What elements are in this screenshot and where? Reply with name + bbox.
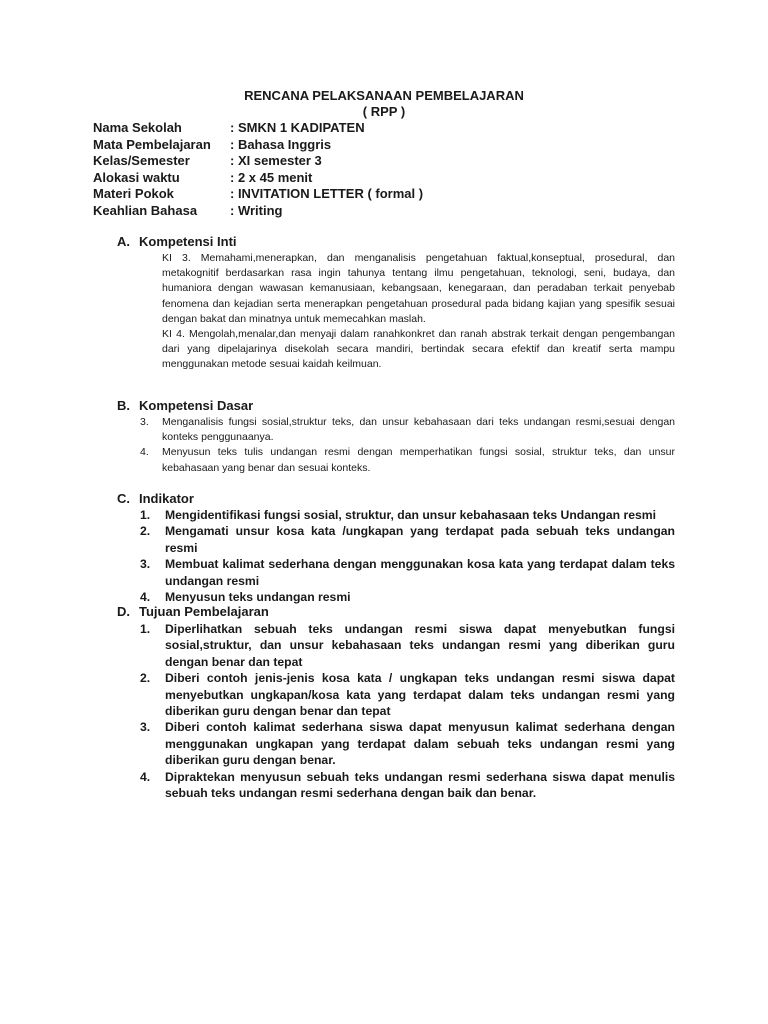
item-text: Diberi contoh kalimat sederhana siswa dapat menyusun kalimat sederhana dengan menggunakan ungkapan yang terdapat dalam sebuah teks undangan resmi yang diberikan guru dengan benar. <box>165 720 675 768</box>
section-title: Indikator <box>139 491 194 506</box>
list-item <box>140 523 675 556</box>
info-value: : SMKN 1 KADIPATEN <box>230 120 365 135</box>
list-item <box>140 670 675 719</box>
item-text: Menganalisis fungsi sosial,struktur teks, dan unsur kebahasaan dari teks undangan resmi,sesuai dengan konteks penggunaanya. <box>162 416 675 444</box>
item-text: Dipraktekan menyusun sebuah teks undangan resmi sederhana siswa dapat menulis sebuah teks undangan resmi sederhana dengan baik dan benar. <box>165 769 675 801</box>
item-number: 4. <box>140 446 149 459</box>
list-item <box>140 415 675 445</box>
info-row-school <box>93 120 423 137</box>
item-number: 1. <box>140 622 151 636</box>
section-title: Kompetensi Dasar <box>139 398 254 413</box>
info-value: : 2 x 45 menit <box>230 169 313 185</box>
info-label: Nama Sekolah <box>93 120 182 135</box>
item-number: 4. <box>140 590 151 605</box>
item-text: Diperlihatkan sebuah teks undangan resmi siswa dapat menyebutkan fungsi sosial,struktur, dan unsur kebahasaan teks undangan resmi yang diberikan guru dengan benar dan tepat <box>165 622 675 669</box>
ki3-paragraph: KI 3. Memahami,menerapkan, dan menganalisis pengetahuan faktual,konseptual, prosedural, dan metakognitif berdasarkan rasa ingin tahunya tentang ilmu pengetahuan, teknologi, seni, budaya, dan humaniora dengan wawasan kemanusiaan, kebangsaan, kenegaraan, dan peradaban terkait penyebab fenomena dan kejadian serta menerapkan pengetahuan prosedural pada bidang kajian yang spesifik sesuai dengan bakat dan minatnya untuk memecahkan maslah. <box>162 252 675 325</box>
list-item <box>140 769 675 802</box>
item-text: Membuat kalimat sederhana dengan menggunakan kosa kata yang terdapat dalam teks undangan resmi <box>165 557 675 588</box>
item-number: 2. <box>140 524 151 539</box>
section-title: Tujuan Pembelajaran <box>139 604 269 619</box>
info-label: Materi Pokok <box>93 186 174 201</box>
item-number: 2. <box>140 671 151 686</box>
item-text: Diberi contoh jenis-jenis kosa kata / ungkapan teks undangan resmi siswa dapat menyebutkan ungkapan/kosa kata yang terdapat dalam teks undangan resmi yang diberikan guru dengan benar dan tepat <box>165 671 675 719</box>
kompetensi-inti-body <box>162 251 675 373</box>
item-number: 3. <box>140 720 151 735</box>
document-subtitle: ( RPP ) <box>362 104 406 119</box>
section-letter: A. <box>117 234 130 249</box>
info-row-class <box>93 153 423 170</box>
item-number: 3. <box>140 557 151 572</box>
info-label: Mata Pembelajaran <box>93 136 211 152</box>
item-text: Mengamati unsur kosa kata /ungkapan yang terdapat pada sebuah teks undangan resmi <box>165 524 675 555</box>
list-item <box>140 621 675 670</box>
tujuan-pembelajaran-list <box>140 621 675 801</box>
section-heading-kompetensi-dasar <box>117 398 253 414</box>
section-heading-indikator <box>117 491 194 507</box>
info-label: Keahlian Bahasa <box>93 202 198 218</box>
item-text: Menyusun teks tulis undangan resmi dengan memperhatikan fungsi sosial, struktur teks, dan unsur kebahasaan yang benar dan sesuai konteks. <box>162 446 675 474</box>
list-item <box>140 589 675 605</box>
section-letter: D. <box>117 604 130 619</box>
list-item <box>140 445 675 475</box>
info-value: : Bahasa Inggris <box>230 136 332 152</box>
list-item <box>140 719 675 768</box>
info-label: Alokasi waktu <box>93 169 180 185</box>
list-item <box>140 556 675 589</box>
item-number: 4. <box>140 769 151 784</box>
info-value: : XI semester 3 <box>230 153 322 168</box>
info-value: : INVITATION LETTER ( formal ) <box>230 186 424 201</box>
item-text: Mengidentifikasi fungsi sosial, struktur, dan unsur kebahasaan teks Undangan resmi <box>165 508 657 522</box>
info-label: Kelas/Semester <box>93 153 190 168</box>
info-row-time <box>93 170 423 187</box>
section-title: Kompetensi Inti <box>139 234 237 249</box>
info-row-topic <box>93 186 423 203</box>
indikator-list <box>140 507 675 605</box>
item-number: 3. <box>140 416 149 428</box>
section-letter: B. <box>117 398 130 413</box>
kompetensi-dasar-list <box>140 415 675 476</box>
info-row-skill <box>93 203 423 220</box>
list-item <box>140 507 675 523</box>
section-letter: C. <box>117 491 130 506</box>
section-heading-tujuan-pembelajaran <box>117 604 269 620</box>
item-number: 1. <box>140 508 151 522</box>
item-text: Menyusun teks undangan resmi <box>165 590 351 605</box>
identity-block <box>93 120 423 219</box>
document-title: RENCANA PELAKSANAAN PEMBELAJARAN <box>244 88 524 103</box>
info-row-subject <box>93 137 423 154</box>
ki4-paragraph: KI 4. Mengolah,menalar,dan menyaji dalam ranahkonkret dan ranah abstrak terkait dengan pengembangan dari yang dipelajarinya disekolah secara mandiri, bertindak secara efektif dan kreatif serta mampu menggunakan metode sesuai kaidah keilmuan. <box>162 328 675 371</box>
info-value: : Writing <box>230 202 283 218</box>
section-heading-kompetensi-inti <box>117 234 237 250</box>
